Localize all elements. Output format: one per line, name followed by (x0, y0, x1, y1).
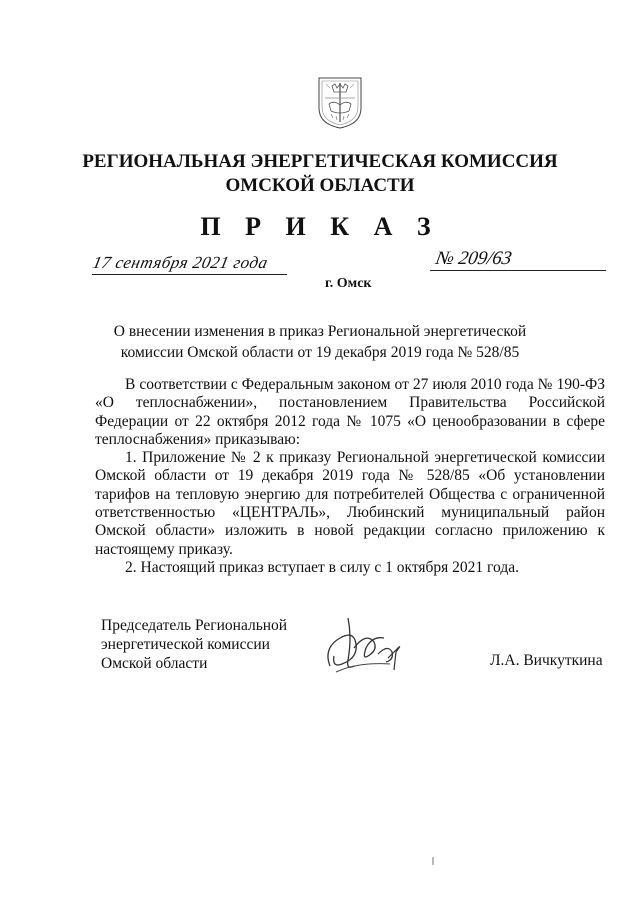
handwritten-date: 17 сентября 2021 года (91, 253, 270, 272)
handwritten-order-number: № 209/63 (434, 248, 514, 269)
signatory-position (101, 616, 287, 673)
signature-icon (318, 608, 408, 683)
scan-mark (432, 857, 434, 865)
signatory-name: Л.А. Вичкуткина (490, 652, 603, 669)
order-item-2: 2. Настоящий приказ вступает в силу с 1 октября 2021 года. (125, 558, 519, 576)
number-underline (430, 270, 606, 271)
position-line-1: Председатель Региональной (101, 617, 288, 634)
subject-line-2: комиссии Омской области от 19 декабря 2019 года № 528/85 (120, 344, 520, 361)
position-line-3: Омской области (101, 655, 208, 672)
organization-line-2: ОМСКОЙ ОБЛАСТИ (225, 175, 415, 196)
date-underline (92, 274, 287, 275)
order-subject (90, 321, 550, 363)
organization-name (0, 150, 640, 198)
order-item-1: 1. Приложение № 2 к приказу Региональной энергетической комиссии Омской области от 19 декабря 2019 года № 528/85 «Об установлении тарифов на тепловую энергию для потребителей Общества с ограниченной ответственностью «ЦЕНТРАЛЬ», Любинский муниципальный район Омской области» изложить в новой редакции согласно приложению к настоящему приказу. (95, 449, 605, 558)
subject-line-1: О внесении изменения в приказ Региональной энергетической (113, 323, 527, 340)
coat-of-arms-icon (315, 74, 365, 130)
document-type-title: П Р И К А З (200, 212, 440, 241)
preamble-paragraph: В соответствии с Федеральным законом от 27 июля 2010 года № 190-ФЗ «О теплоснабжении», постановлением Правительства Российской Федерации от 22 октября 2012 года № 1075 «О ценообразовании в сфере теплоснабжения» приказываю: (95, 376, 605, 448)
order-body (95, 376, 605, 577)
organization-line-1: РЕГИОНАЛЬНАЯ ЭНЕРГЕТИЧЕСКАЯ КОМИССИЯ (82, 151, 558, 172)
position-line-2: энергетической комиссии (101, 636, 270, 653)
city-label: г. Омск (325, 276, 372, 291)
